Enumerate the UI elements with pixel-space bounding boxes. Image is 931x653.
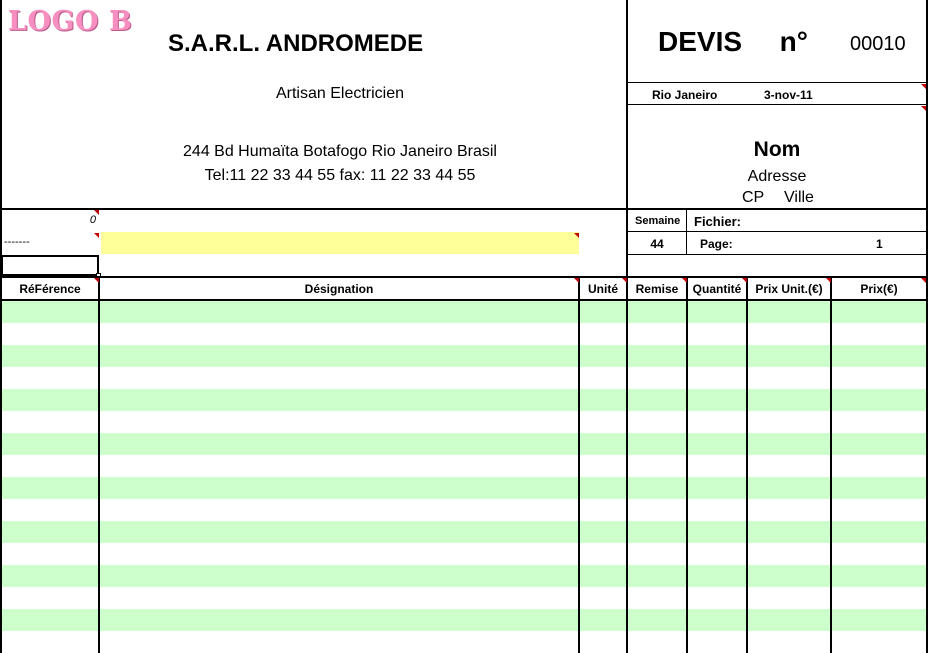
divider-line xyxy=(627,231,927,232)
devis-number-label: n° xyxy=(779,26,808,57)
zero-cell[interactable]: 0 xyxy=(89,214,96,226)
column-header-remise[interactable]: Remise xyxy=(635,282,679,296)
divider-line xyxy=(627,104,927,105)
frame-left-border xyxy=(0,0,2,653)
table-row-stripe[interactable] xyxy=(1,521,927,543)
column-divider xyxy=(686,276,688,653)
company-trade: Artisan Electricien xyxy=(275,85,405,102)
table-row-stripe[interactable] xyxy=(1,301,927,323)
company-name: S.A.R.L. ANDROMEDE xyxy=(168,30,424,57)
column-divider xyxy=(578,276,580,653)
table-header-bottom-border xyxy=(0,299,928,301)
comment-marker-icon[interactable] xyxy=(921,84,926,89)
page-value[interactable]: 1 xyxy=(876,237,883,251)
column-divider xyxy=(830,276,832,653)
table-top-border xyxy=(0,276,928,278)
page-label: Page: xyxy=(700,237,733,251)
comment-marker-icon[interactable] xyxy=(921,106,926,111)
comment-marker-icon[interactable] xyxy=(574,233,579,238)
comment-marker-icon[interactable] xyxy=(622,278,627,283)
devis-title xyxy=(658,26,808,58)
selected-cell[interactable] xyxy=(1,255,99,276)
comment-marker-icon[interactable] xyxy=(94,233,99,238)
devis-date[interactable]: 3-nov-11 xyxy=(764,88,813,102)
client-name[interactable]: Nom xyxy=(753,138,801,161)
semaine-label: Semaine xyxy=(635,215,681,227)
divider-line xyxy=(0,208,928,210)
column-header-prix-unit[interactable]: Prix Unit.(€) xyxy=(755,282,823,296)
comment-marker-icon[interactable] xyxy=(574,278,579,283)
column-divider xyxy=(746,276,748,653)
devis-title-label: DEVIS xyxy=(658,26,743,57)
dashes-cell[interactable]: ------- xyxy=(4,236,30,248)
company-address: 244 Bd Humaïta Botafogo Rio Janeiro Brasil xyxy=(183,143,497,160)
comment-marker-icon[interactable] xyxy=(742,278,747,283)
divider-line xyxy=(627,82,927,83)
comment-marker-icon[interactable] xyxy=(94,210,99,215)
client-postal-code[interactable]: CP xyxy=(742,189,765,206)
table-row-stripe[interactable] xyxy=(1,389,927,411)
column-divider xyxy=(98,276,100,653)
company-contact: Tel:11 22 33 44 55 fax: 11 22 33 44 55 xyxy=(204,167,476,184)
frame-right-border xyxy=(926,0,928,653)
column-header-unite[interactable]: Unité xyxy=(588,282,618,296)
column-header-prix[interactable]: Prix(€) xyxy=(860,282,898,296)
devis-city[interactable]: Rio Janeiro xyxy=(652,88,718,102)
highlighted-cell[interactable] xyxy=(101,232,579,254)
column-header-designation[interactable]: Désignation xyxy=(304,282,374,296)
client-address[interactable]: Adresse xyxy=(747,168,807,185)
table-row-stripe[interactable] xyxy=(1,477,927,499)
table-body xyxy=(0,301,931,653)
semaine-value[interactable]: 44 xyxy=(650,237,664,251)
comment-marker-icon[interactable] xyxy=(682,278,687,283)
table-row-stripe[interactable] xyxy=(1,565,927,587)
column-header-reference[interactable]: RéFérence xyxy=(19,282,81,296)
table-row-stripe[interactable] xyxy=(1,345,927,367)
column-header-quantite[interactable]: Quantité xyxy=(692,282,742,296)
comment-marker-icon[interactable] xyxy=(921,278,926,283)
divider-line xyxy=(627,254,927,255)
table-row-stripe[interactable] xyxy=(1,609,927,631)
divider-line xyxy=(686,208,687,254)
header-divider xyxy=(626,0,628,301)
table-row-stripe[interactable] xyxy=(1,433,927,455)
client-city[interactable]: Ville xyxy=(784,189,814,206)
devis-number[interactable]: 00010 xyxy=(850,33,906,55)
comment-marker-icon[interactable] xyxy=(94,278,99,283)
fichier-label: Fichier: xyxy=(694,214,741,229)
company-logo: LOGO B xyxy=(8,6,133,37)
column-divider xyxy=(626,299,628,653)
comment-marker-icon[interactable] xyxy=(826,278,831,283)
